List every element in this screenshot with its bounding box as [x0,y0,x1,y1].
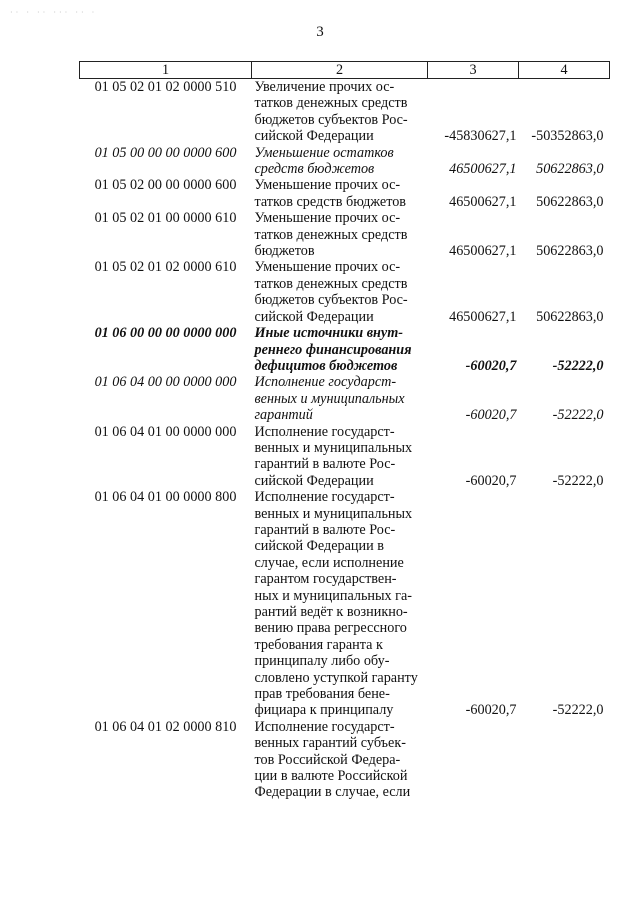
row-name-line: бюджетов субъектов Рос- [254,292,408,309]
row-code: 01 06 00 00 00 0000 000 [94,325,237,342]
table-row [80,325,610,374]
row-name [252,79,428,145]
row-name [252,145,428,178]
row-name [252,325,428,374]
row-name [252,374,428,423]
row-value-col-3: -60020,7 [465,357,517,374]
table-row [80,210,610,259]
row-value-col-4: -50352863,0 [531,128,604,145]
budget-sources-table [79,61,610,801]
row-code: 01 05 02 00 00 0000 600 [94,177,237,194]
row-name-line: венных гарантий субъек- [254,735,406,752]
row-name-line: венных и муниципальных [254,390,405,407]
row-value-col-4 [519,719,610,801]
row-name-line: гарантий в валюте Рос- [254,456,396,473]
row-name-line: сийской Федерации [254,308,374,325]
table-body [80,79,610,801]
table-row [80,79,610,145]
row-value-col-3: -45830627,1 [444,128,517,145]
header-col-4: 4 [519,62,610,79]
row-value-col-4: 50622863,0 [536,243,604,260]
row-code: 01 05 02 01 02 0000 510 [94,79,237,95]
row-name-line: рантий ведёт к возникно- [254,604,408,620]
row-name-line: ции в валюте Российской [254,768,408,785]
scan-artifact: ·· · ·· ··· ·· · [10,8,98,17]
row-name-line: Исполнение государст- [254,374,397,391]
row-name-line: прав требования бене- [254,686,390,703]
row-code: 01 06 04 01 02 0000 810 [94,718,237,735]
table-row [80,259,610,325]
table-row [80,424,610,490]
row-name-line: гарантий в валюте Рос- [254,521,396,538]
row-name-line: Уменьшение прочих ос- [254,177,401,194]
row-name-line: венных и муниципальных [254,505,413,522]
row-name-line: татков денежных средств [254,95,408,112]
table-row [80,719,610,801]
row-value-col-4: -52222,0 [552,357,604,374]
row-value-col-3: -60020,7 [465,407,517,424]
row-code: 01 06 04 01 00 0000 000 [94,423,237,440]
row-code: 01 06 04 01 00 0000 800 [94,489,237,506]
row-name-line: требования гаранта к [254,636,383,653]
page-number: 3 [316,24,324,40]
row-name-line: сийской Федерации в [254,538,384,555]
row-code: 01 06 04 00 00 0000 000 [94,374,237,391]
table-row [80,145,610,178]
row-name-line: принципалу либо обу- [254,653,390,670]
row-name [252,259,428,325]
row-name-line: тов Российской Федера- [254,751,401,768]
row-name-line: Федерации в случае, если [254,784,411,801]
row-name-line: бюджетов [254,243,315,260]
row-name-line: Уменьшение прочих ос- [254,210,401,227]
row-value-col-3: 46500627,1 [449,193,517,210]
row-value-col-3 [428,719,519,801]
row-name-line: Уменьшение прочих ос- [254,259,401,276]
row-value-col-4: -52222,0 [552,702,604,719]
row-name-line: фициара к принципалу [254,702,394,719]
row-name-line: татков денежных средств [254,226,408,243]
row-name [252,719,428,801]
row-name-line: Исполнение государст- [254,718,395,735]
header-col-1: 1 [80,62,252,79]
row-value-col-3: -60020,7 [465,702,517,719]
row-name [252,424,428,490]
header-col-3: 3 [428,62,519,79]
row-value-col-4: 50622863,0 [536,308,604,325]
row-value-col-3: -60020,7 [465,472,517,489]
row-value-col-3: 46500627,1 [449,243,517,260]
row-name-line: татков денежных средств [254,275,408,292]
table-row [80,177,610,210]
row-name-line: венных и муниципальных [254,439,413,456]
header-col-2: 2 [252,62,428,79]
row-value-col-4: 50622863,0 [536,161,604,178]
row-name [252,489,428,719]
row-name-line: словлено уступкой гаранту [254,669,418,686]
row-name-line: татков средств бюджетов [254,193,407,210]
row-code: 01 05 00 00 00 0000 600 [94,144,237,161]
row-name-line: реннего финансирования [254,341,412,358]
row-value-col-4: -52222,0 [552,407,604,424]
row-name [252,177,428,210]
row-name-line: Уменьшение остатков [254,144,394,161]
row-name-line: средств бюджетов [254,161,375,178]
row-name-line: вению права регрессного [254,620,407,637]
row-value-col-3: 46500627,1 [449,308,517,325]
row-name-line: дефицитов бюджетов [254,357,398,374]
row-value-col-4: 50622863,0 [536,193,604,210]
row-code: 01 05 02 01 02 0000 610 [94,259,237,276]
row-name-line: Увеличение прочих ос- [254,79,395,95]
row-name-line: гарантий [254,407,313,424]
row-code: 01 05 02 01 00 0000 610 [94,210,237,227]
row-name-line: сийской Федерации [254,128,374,145]
row-name-line: случае, если исполнение [254,554,404,571]
row-name-line: бюджетов субъектов Рос- [254,111,408,128]
table-row [80,489,610,719]
table-row [80,374,610,423]
row-name [252,210,428,259]
row-value-col-4: -52222,0 [552,472,604,489]
row-name-line: Исполнение государст- [254,423,395,440]
row-name-line: гарантом государствен- [254,571,397,588]
table-header-row [80,62,610,79]
row-name-line: сийской Федерации [254,472,374,489]
row-value-col-3: 46500627,1 [449,161,517,178]
row-name-line: ных и муниципальных га- [254,587,413,604]
row-name-line: Исполнение государст- [254,489,395,506]
row-name-line: Иные источники внут- [254,325,403,342]
